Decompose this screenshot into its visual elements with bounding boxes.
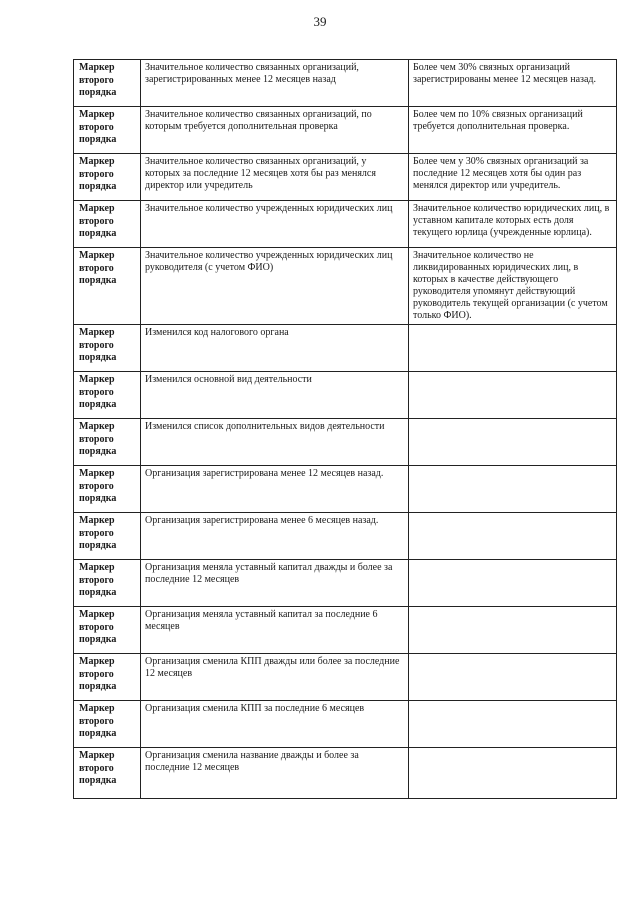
marker-description-cell bbox=[409, 701, 617, 748]
table-row bbox=[74, 248, 617, 325]
table-row bbox=[74, 513, 617, 560]
marker-type-cell: Маркер второго порядка bbox=[74, 701, 141, 748]
marker-name-cell: Значительное количество учрежденных юридических лиц bbox=[141, 201, 409, 248]
table-row bbox=[74, 60, 617, 107]
marker-name-cell: Изменился основной вид деятельности bbox=[141, 372, 409, 419]
marker-description-cell bbox=[409, 325, 617, 372]
marker-description-cell: Более чем у 30% связных организаций за последние 12 месяцев хотя бы один раз менялся директор или учредитель. bbox=[409, 154, 617, 201]
table-row bbox=[74, 560, 617, 607]
marker-description-cell bbox=[409, 607, 617, 654]
page-number: 39 bbox=[313, 14, 327, 29]
table-row bbox=[74, 372, 617, 419]
marker-type-cell: Маркер второго порядка bbox=[74, 60, 141, 107]
marker-description-cell: Значительное количество не ликвидированных юридических лиц, в которых в качестве действующего руководителя упомянут действующий руководитель текущей организации (с учетом только ФИО). bbox=[409, 248, 617, 325]
table-row bbox=[74, 466, 617, 513]
marker-description-cell: Более чем по 10% связных организаций требуется дополнительная проверка. bbox=[409, 107, 617, 154]
marker-type-cell: Маркер второго порядка bbox=[74, 154, 141, 201]
marker-name-cell: Значительное количество связанных организаций, зарегистрированных менее 12 месяцев назад bbox=[141, 60, 409, 107]
marker-description-cell bbox=[409, 466, 617, 513]
marker-description-cell bbox=[409, 654, 617, 701]
table-row bbox=[74, 325, 617, 372]
marker-description-cell bbox=[409, 748, 617, 799]
table-row bbox=[74, 419, 617, 466]
marker-name-cell: Организация зарегистрирована менее 6 месяцев назад. bbox=[141, 513, 409, 560]
marker-type-cell: Маркер второго порядка bbox=[74, 560, 141, 607]
marker-name-cell: Значительное количество учрежденных юридических лиц руководителя (с учетом ФИО) bbox=[141, 248, 409, 325]
marker-type-cell: Маркер второго порядка bbox=[74, 607, 141, 654]
marker-name-cell: Организация сменила КПП дважды или более за последние 12 месяцев bbox=[141, 654, 409, 701]
marker-type-cell: Маркер второго порядка bbox=[74, 748, 141, 799]
marker-name-cell: Организация сменила название дважды и более за последние 12 месяцев bbox=[141, 748, 409, 799]
marker-name-cell: Значительное количество связанных организаций, по которым требуется дополнительная проверка bbox=[141, 107, 409, 154]
marker-name-cell: Изменился список дополнительных видов деятельности bbox=[141, 419, 409, 466]
marker-name-cell: Изменился код налогового органа bbox=[141, 325, 409, 372]
marker-name-cell: Организация сменила КПП за последние 6 месяцев bbox=[141, 701, 409, 748]
marker-type-cell: Маркер второго порядка bbox=[74, 419, 141, 466]
table-row bbox=[74, 607, 617, 654]
marker-type-cell: Маркер второго порядка bbox=[74, 466, 141, 513]
table-row bbox=[74, 701, 617, 748]
marker-type-cell: Маркер второго порядка bbox=[74, 248, 141, 325]
table-row bbox=[74, 748, 617, 799]
marker-type-cell: Маркер второго порядка bbox=[74, 654, 141, 701]
table-row bbox=[74, 107, 617, 154]
markers-table bbox=[73, 59, 617, 799]
marker-type-cell: Маркер второго порядка bbox=[74, 107, 141, 154]
marker-type-cell: Маркер второго порядка bbox=[74, 372, 141, 419]
marker-type-cell: Маркер второго порядка bbox=[74, 325, 141, 372]
marker-description-cell bbox=[409, 419, 617, 466]
marker-name-cell: Организация меняла уставный капитал за последние 6 месяцев bbox=[141, 607, 409, 654]
marker-name-cell: Организация меняла уставный капитал дважды и более за последние 12 месяцев bbox=[141, 560, 409, 607]
table-row bbox=[74, 654, 617, 701]
table-row bbox=[74, 154, 617, 201]
marker-type-cell: Маркер второго порядка bbox=[74, 513, 141, 560]
marker-description-cell bbox=[409, 560, 617, 607]
table-row bbox=[74, 201, 617, 248]
marker-description-cell: Более чем 30% связных организаций зарегистрированы менее 12 месяцев назад. bbox=[409, 60, 617, 107]
marker-type-cell: Маркер второго порядка bbox=[74, 201, 141, 248]
marker-name-cell: Значительное количество связанных организаций, у которых за последние 12 месяцев хотя бы раз менялся директор или учредитель bbox=[141, 154, 409, 201]
marker-name-cell: Организация зарегистрирована менее 12 месяцев назад. bbox=[141, 466, 409, 513]
marker-description-cell bbox=[409, 513, 617, 560]
marker-description-cell: Значительное количество юридических лиц, в уставном капитале которых есть доля текущего юрлица (учрежденные юрлица). bbox=[409, 201, 617, 248]
marker-description-cell bbox=[409, 372, 617, 419]
